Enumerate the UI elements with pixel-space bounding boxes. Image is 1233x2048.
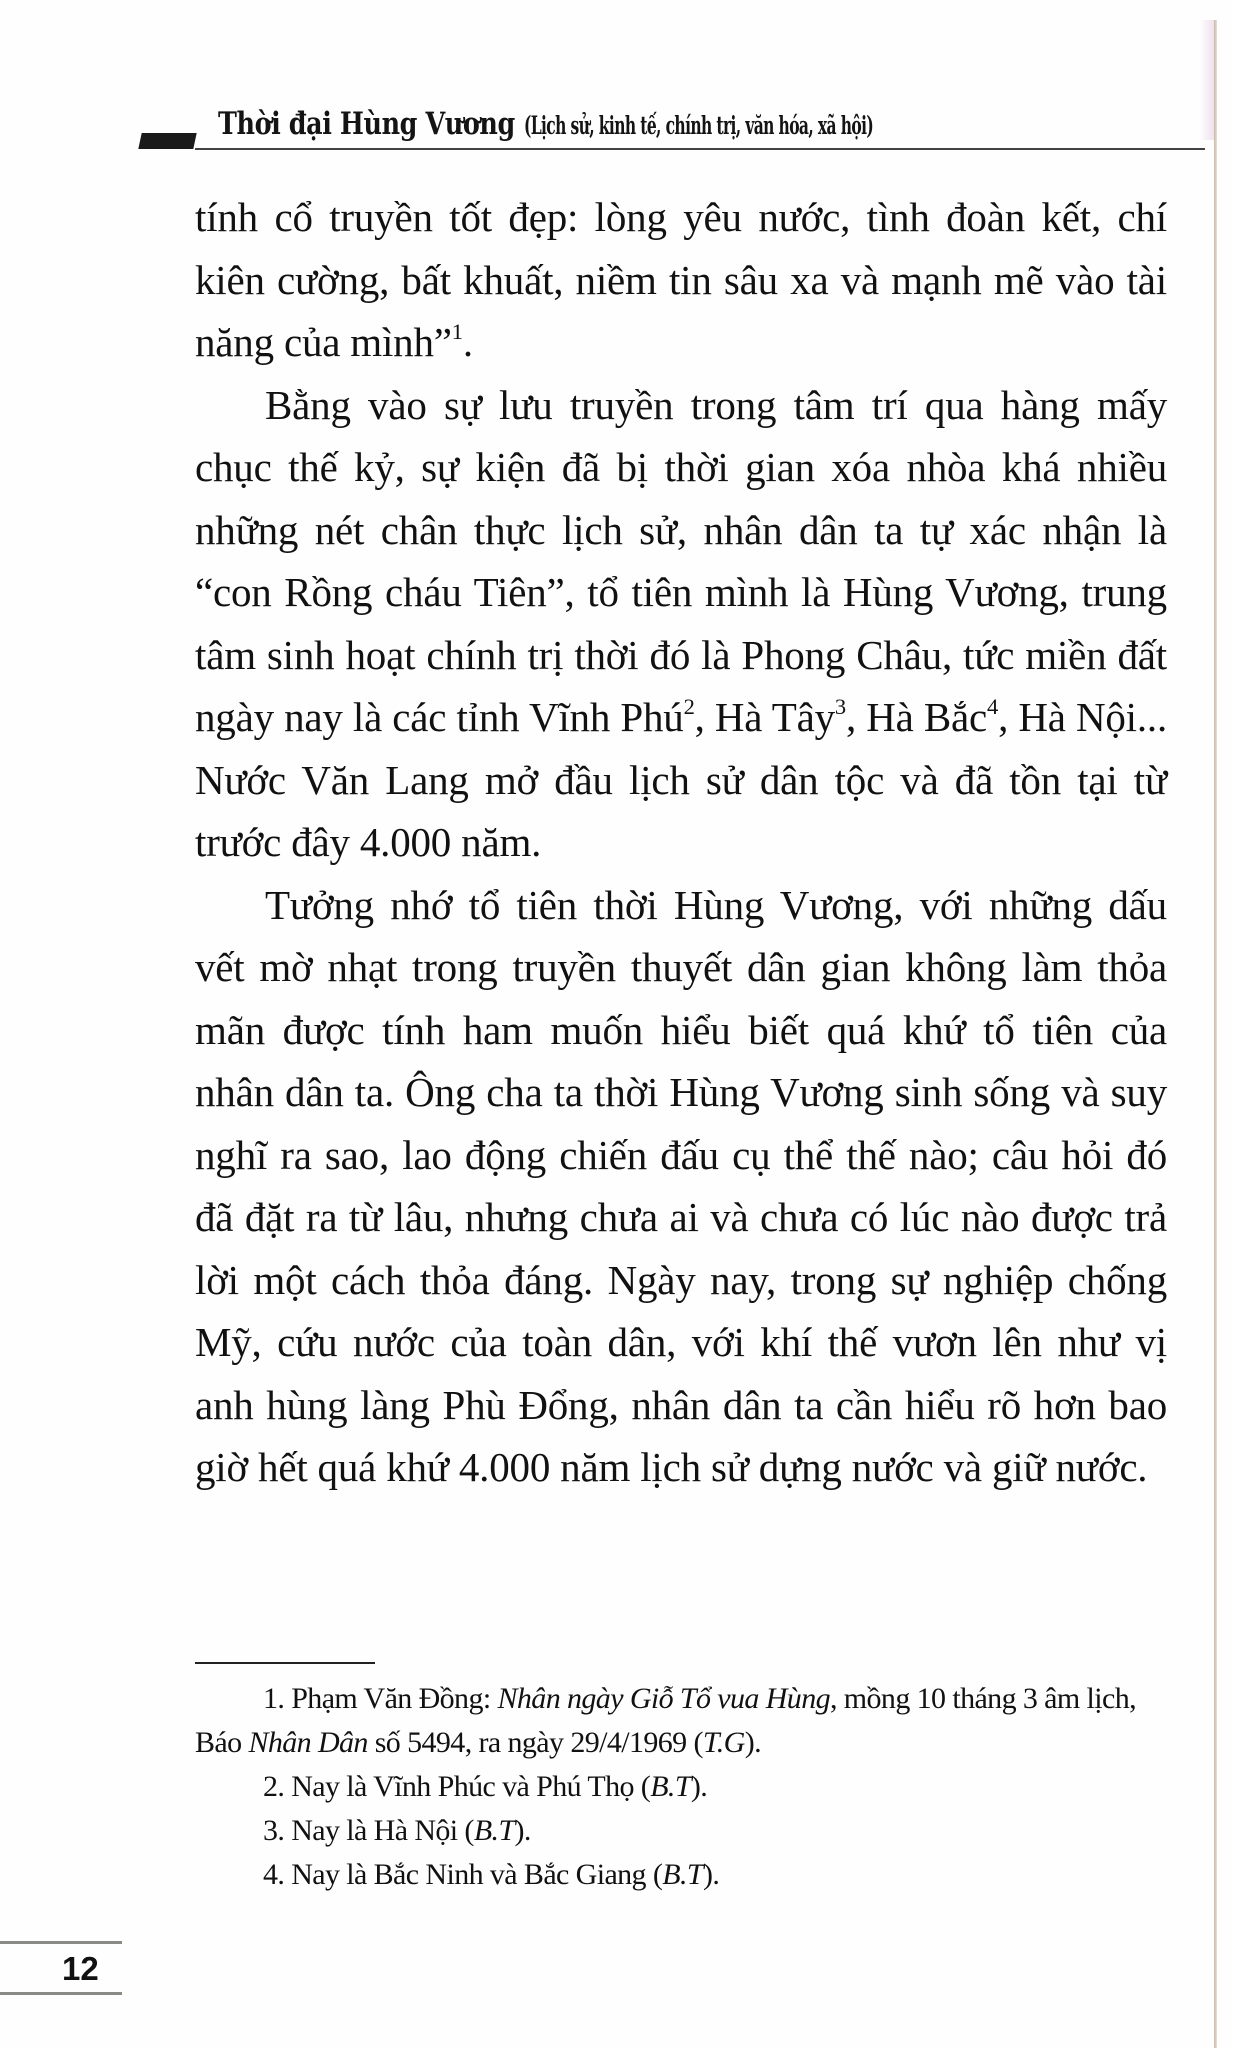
header-rule (195, 148, 1205, 150)
header-title (218, 106, 1087, 142)
footnote-separator (195, 1662, 375, 1664)
paragraph-3: Tưởng nhớ tổ tiên thời Hùng Vương, với những dấu vết mờ nhạt trong truyền thuyết dân gian không làm thỏa mãn được tính ham muốn hiểu biết quá khứ tổ tiên của nhân dân ta. Ông cha ta thời Hùng Vương sinh sống và suy nghĩ ra sao, lao động chiến đấu cụ thể thế nào; câu hỏi đó đã đặt ra từ lâu, nhưng chưa ai và chưa có lúc nào được trả lời một cách thỏa đáng. Ngày nay, trong sự nghiệp chống Mỹ, cứu nước của toàn dân, với khí thế vươn lên như vị anh hùng làng Phù Đổng, nhân dân ta cần hiểu rõ hơn bao giờ hết quá khứ 4.000 năm lịch sử dựng nước và giữ nước. (195, 881, 1167, 1490)
footnote-3-text: Nay là Hà Nội ( (291, 1814, 474, 1847)
footnotes (195, 1677, 1167, 1897)
footnote-2-end: ). (690, 1770, 708, 1803)
page-number-rule-bottom (0, 1992, 122, 1995)
footnote-1-author: Phạm Văn Đồng: (291, 1682, 491, 1715)
footnote-3 (195, 1809, 1167, 1853)
footnote-ref-2[interactable]: 2 (683, 694, 695, 720)
footnote-1-after-title: , mồng 10 tháng 3 âm lịch, Báo (195, 1682, 1137, 1759)
paragraph-2 (195, 374, 1167, 874)
footnote-3-end: ). (514, 1814, 531, 1847)
paragraph-2-text-c: , Hà Bắc (846, 694, 988, 740)
footnote-2-text: Nay là Vĩnh Phúc và Phú Thọ ( (291, 1770, 651, 1803)
footnote-4-text: Nay là Bắc Ninh và Bắc Giang ( (291, 1858, 663, 1891)
body-text (195, 186, 1167, 1499)
footnote-ref-1[interactable]: 1 (451, 319, 463, 345)
footnote-ref-4[interactable]: 4 (987, 694, 999, 720)
footnote-1-number: 1. (263, 1682, 285, 1715)
footnote-1-after-paper: số 5494, ra ngày 29/4/1969 ( (374, 1726, 703, 1759)
footnote-1-end: ). (744, 1726, 762, 1759)
footnote-ref-3[interactable]: 3 (834, 694, 846, 720)
paragraph-1-tail: . (462, 319, 473, 365)
running-header (140, 100, 1210, 154)
page-number-rule-top (0, 1941, 122, 1944)
page-number: 12 (62, 1950, 99, 1987)
footnote-4 (195, 1853, 1167, 1897)
footnote-1-title: Nhân ngày Giỗ Tổ vua Hùng (497, 1682, 830, 1715)
footnote-4-number: 4. (263, 1858, 285, 1891)
footnote-2 (195, 1765, 1167, 1809)
header-title-sub: (Lịch sử, kinh tế, chính trị, văn hóa, xã hội) (523, 111, 873, 140)
footnote-3-number: 3. (263, 1814, 285, 1847)
header-decor-block (138, 133, 196, 149)
footnote-1 (195, 1677, 1167, 1765)
paragraph-2-text-a: Bằng vào sự lưu truyền trong tâm trí qua hàng mấy chục thế kỷ, sự kiện đã bị thời gian xóa nhòa khá nhiều những nét chân thực lịch sử, nhân dân ta tự xác nhận là “con Rồng cháu Tiên”, tổ tiên mình là Hùng Vương, trung tâm sinh hoạt chính trị thời đó là Phong Châu, tức miền đất ngày nay là các tỉnh Vĩnh Phú (195, 381, 1167, 740)
paragraph-1-text: tính cổ truyền tốt đẹp: lòng yêu nước, tình đoàn kết, chí kiên cường, bất khuất, niềm tin sâu xa và mạnh mẽ vào tài năng của mình” (195, 194, 1167, 365)
paragraph-2-text-b: , Hà Tây (694, 694, 835, 740)
footnote-2-number: 2. (263, 1770, 285, 1803)
paragraph-2-text-d: , Hà Nội... Nước Văn Lang mở đầu lịch sử dân tộc và đã tồn tại từ trước đây 4.000 năm. (195, 694, 1168, 865)
page-edge (1214, 20, 1217, 2048)
footnote-2-note: B.T (650, 1770, 691, 1803)
footnote-1-note: T.G (702, 1726, 745, 1759)
footnote-4-end: ). (702, 1858, 720, 1891)
footnote-3-note: B.T (473, 1814, 515, 1847)
footnote-4-note: B.T (662, 1858, 703, 1891)
header-title-main: Thời đại Hùng Vương (218, 106, 515, 142)
paragraph-1 (195, 186, 1167, 374)
footnote-1-paper: Nhân Dân (248, 1726, 368, 1759)
